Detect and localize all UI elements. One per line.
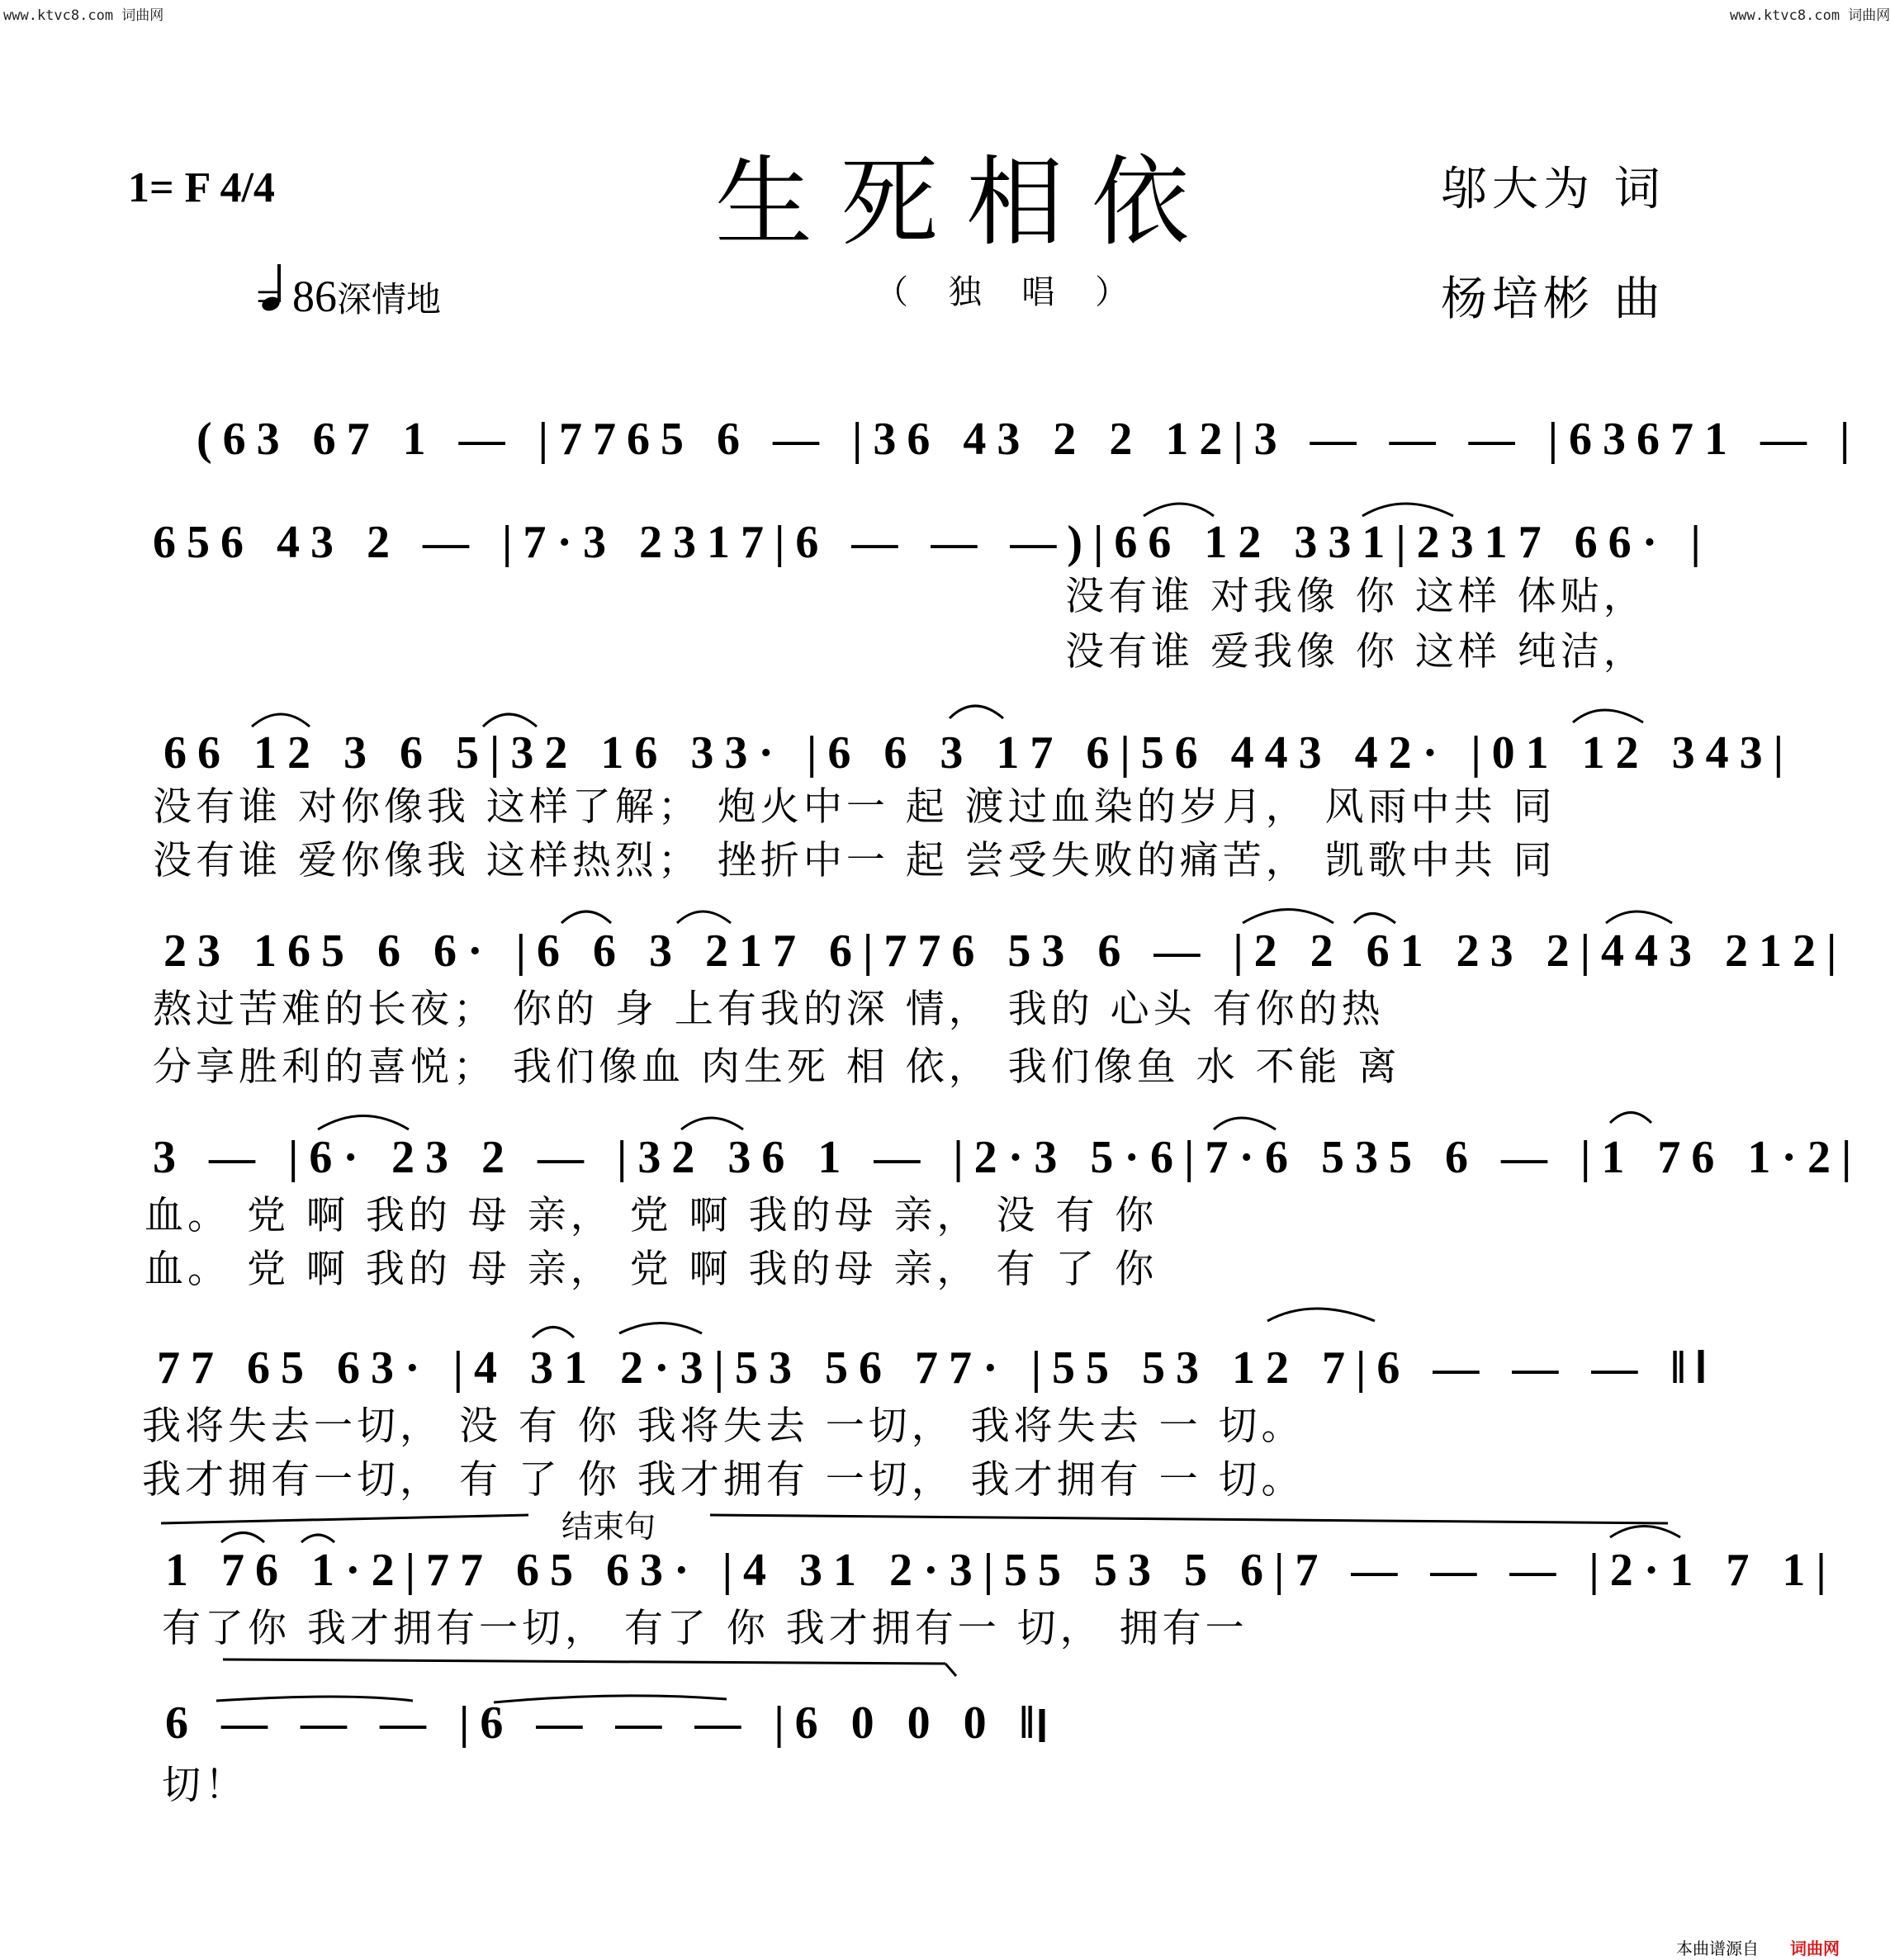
score-line-1: (63 67 1 — |7765 6 — |36 43 2 2 12|3 — — — |63671 — |	[197, 414, 1861, 465]
lyricist-credit: 邬大为 词	[1441, 163, 1665, 216]
slur-mark	[252, 714, 310, 727]
watermark-left: www.ktvc8.com 词曲网	[3, 7, 164, 24]
slur-mark	[1362, 504, 1453, 516]
lyric-line-6b: 我才拥有一切， 有 了 你 我才拥有 一切， 我才拥有 一 切。	[142, 1457, 1305, 1503]
slur-mark	[1214, 1118, 1276, 1129]
slur-mark	[1267, 1309, 1375, 1321]
slur-mark	[950, 706, 1003, 718]
lyric-line-4b: 分享胜利的喜悦； 我们像血 肉生死 相 依， 我们像鱼 水 不能 离	[153, 1044, 1401, 1090]
lyric-line-8: 切！	[162, 1763, 248, 1808]
tempo-marking: = 86深情地	[256, 272, 441, 321]
lyric-line-4a: 熬过苦难的长夜； 你的 身 上有我的深 情， 我的 心头 有你的热	[153, 987, 1385, 1032]
lyric-line-5a: 血。 党 啊 我的 母 亲， 党 啊 我的母 亲， 没 有 你	[144, 1193, 1158, 1238]
score-line-3: 66 12 3 6 5|32 16 33· |6 6 3 17 6|56 443 42· |01 12 343|	[163, 727, 1795, 779]
slur-mark	[619, 1323, 702, 1334]
score-line-8: 6 — — — |6 — — — |6 0 0 0 ‖	[165, 1697, 1045, 1749]
slur-mark	[1354, 914, 1395, 924]
composer-credit: 杨培彬 曲	[1441, 272, 1665, 326]
slur-mark	[1573, 710, 1643, 722]
footer-source: 本曲谱源自 词曲网	[1676, 1939, 1840, 1958]
score-line-4: 23 165 6 6· |6 6 3 217 6|776 53 6 — |2 2 61 23 2|443 212|	[163, 926, 1848, 977]
slur-mark	[677, 911, 731, 923]
slur-mark	[318, 1116, 409, 1130]
watermark-right: www.ktvc8.com 词曲网	[1730, 7, 1890, 24]
score-line-6: 77 65 63· |4 31 2·3|53 56 77· |55 53 12 7|6 — — — ‖	[157, 1342, 1697, 1394]
lyric-line-7: 有了你 我才拥有一切， 有了 你 我才拥有一 切， 拥有一	[162, 1606, 1248, 1651]
performance-note: （ 独 唱 ）	[875, 273, 1144, 311]
slur-mark	[221, 1533, 264, 1543]
slur-mark	[1144, 504, 1214, 516]
score-line-5: 3 — |6· 23 2 — |32 36 1 — |2·3 5·6|7·6 535 6 — |1 76 1·2|	[153, 1132, 1863, 1183]
page-title: 生死相依	[715, 145, 1218, 259]
lyric-line-6a: 我将失去一切， 没 有 你 我将失去 一切， 我将失去 一 切。	[142, 1404, 1305, 1449]
score-line-7: 1 76 1·2|77 65 63· |4 31 2·3|55 53 5 6|7 — — — |2·1 7 1|	[165, 1545, 1837, 1596]
slur-mark	[1606, 911, 1672, 923]
slur-mark	[1610, 1113, 1651, 1124]
slur-mark	[1243, 910, 1333, 924]
lyric-line-3b: 没有谁 爱你像我 这样热烈； 挫折中一 起 尝受失败的痛苦， 凯歌中共 同	[153, 838, 1556, 883]
score-line-2: 656 43 2 — |7·3 2317|6 — — —)|66 12 331|2317 66· |	[153, 517, 1712, 568]
footer-brand: 词曲网	[1790, 1939, 1840, 1958]
lyric-line-2b: 没有谁 爱我像 你 这样 纯洁，	[1065, 629, 1646, 675]
lyric-line-5b: 血。 党 啊 我的 母 亲， 党 啊 我的母 亲， 有 了 你	[144, 1247, 1158, 1292]
slur-mark	[681, 1118, 743, 1129]
slur-mark	[1610, 1527, 1680, 1538]
slur-mark	[483, 714, 537, 727]
slur-mark	[533, 1328, 574, 1338]
slur-mark	[561, 911, 611, 923]
key-signature: 1= F 4/4	[128, 164, 275, 211]
lyric-line-3a: 没有谁 对你像我 这样了解； 炮火中一 起 渡过血染的岁月， 风雨中共 同	[153, 784, 1556, 830]
ending-label: 结束句	[561, 1508, 656, 1545]
lyric-line-2a: 没有谁 对我像 你 这样 体贴，	[1065, 574, 1646, 619]
slur-mark	[301, 1535, 334, 1542]
